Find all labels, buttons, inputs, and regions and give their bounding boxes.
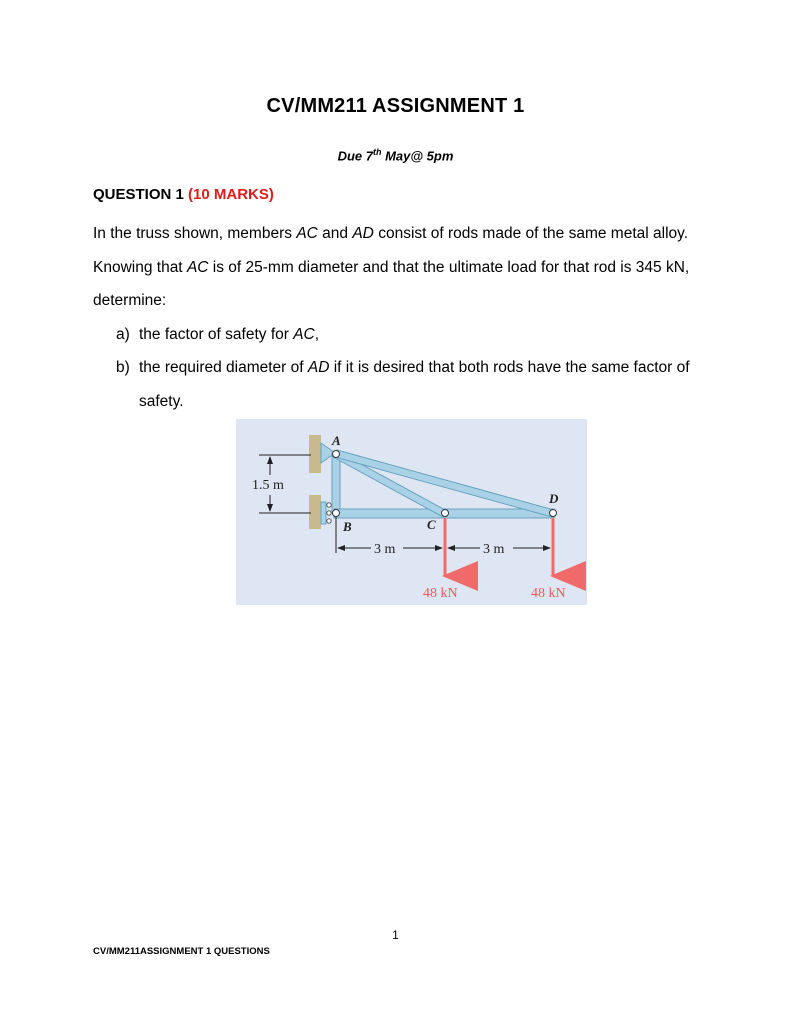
page-footer: CV/MM211ASSIGNMENT 1 QUESTIONS <box>93 946 270 957</box>
label-b: B <box>343 519 352 534</box>
member-ab <box>332 454 340 513</box>
part-text: the required diameter of <box>139 359 308 376</box>
truss-diagram <box>236 419 587 605</box>
joint-a <box>333 451 340 458</box>
lower-wall-support <box>309 495 321 529</box>
intro-text: is of 25-mm diameter and that the ultimate load for that rod is 345 kN, determine: <box>93 258 690 309</box>
joint-b <box>333 510 340 517</box>
joint-c <box>442 510 449 517</box>
load-c-label: 48 kN <box>423 586 458 601</box>
span-1-label: 3 m <box>374 542 396 557</box>
part-text: the factor of safety for <box>139 325 294 343</box>
member-ac: AC <box>296 225 318 242</box>
joint-d <box>550 510 557 517</box>
member-ac: AC <box>186 258 209 276</box>
label-c: C <box>427 517 436 532</box>
part-text: , <box>314 325 320 343</box>
truss-figure <box>236 419 587 605</box>
truss-members <box>332 450 554 518</box>
page-title: CV/MM211 ASSIGNMENT 1 <box>266 95 525 117</box>
member-ad <box>335 450 554 517</box>
member-ad: AD <box>352 225 374 242</box>
part-marker: a) <box>116 325 130 343</box>
load-d-label: 48 kN <box>531 586 566 601</box>
question-body <box>93 217 693 418</box>
question-part-a <box>93 318 693 352</box>
label-a: A <box>332 433 341 448</box>
question-number: QUESTION 1 <box>93 186 184 203</box>
question-intro <box>93 217 693 318</box>
span-2-label: 3 m <box>483 542 505 557</box>
height-dim-label: 1.5 m <box>252 478 284 493</box>
member-ac: AC <box>293 325 315 343</box>
intro-text: In the truss shown, members <box>93 225 297 242</box>
intro-text: and <box>317 225 353 242</box>
question-marks: (10 MARKS) <box>188 186 274 203</box>
due-superscript: th <box>372 147 382 157</box>
upper-wall-support <box>309 435 321 473</box>
due-suffix: May@ 5pm <box>381 148 454 164</box>
part-text: if it is desired that both rods have the same factor of safety. <box>139 359 690 410</box>
question-heading <box>93 186 274 203</box>
part-marker: b) <box>116 359 130 376</box>
label-d: D <box>549 491 559 506</box>
question-parts <box>93 318 693 419</box>
due-prefix: Due 7 <box>337 148 373 164</box>
roller-support-b <box>321 502 331 524</box>
question-part-b <box>93 351 693 418</box>
intro-text: consist of rods made of the same metal alloy. Knowing that <box>93 225 689 276</box>
page-number: 1 <box>392 928 399 942</box>
due-date <box>0 147 791 163</box>
member-ad: AD <box>307 359 330 376</box>
